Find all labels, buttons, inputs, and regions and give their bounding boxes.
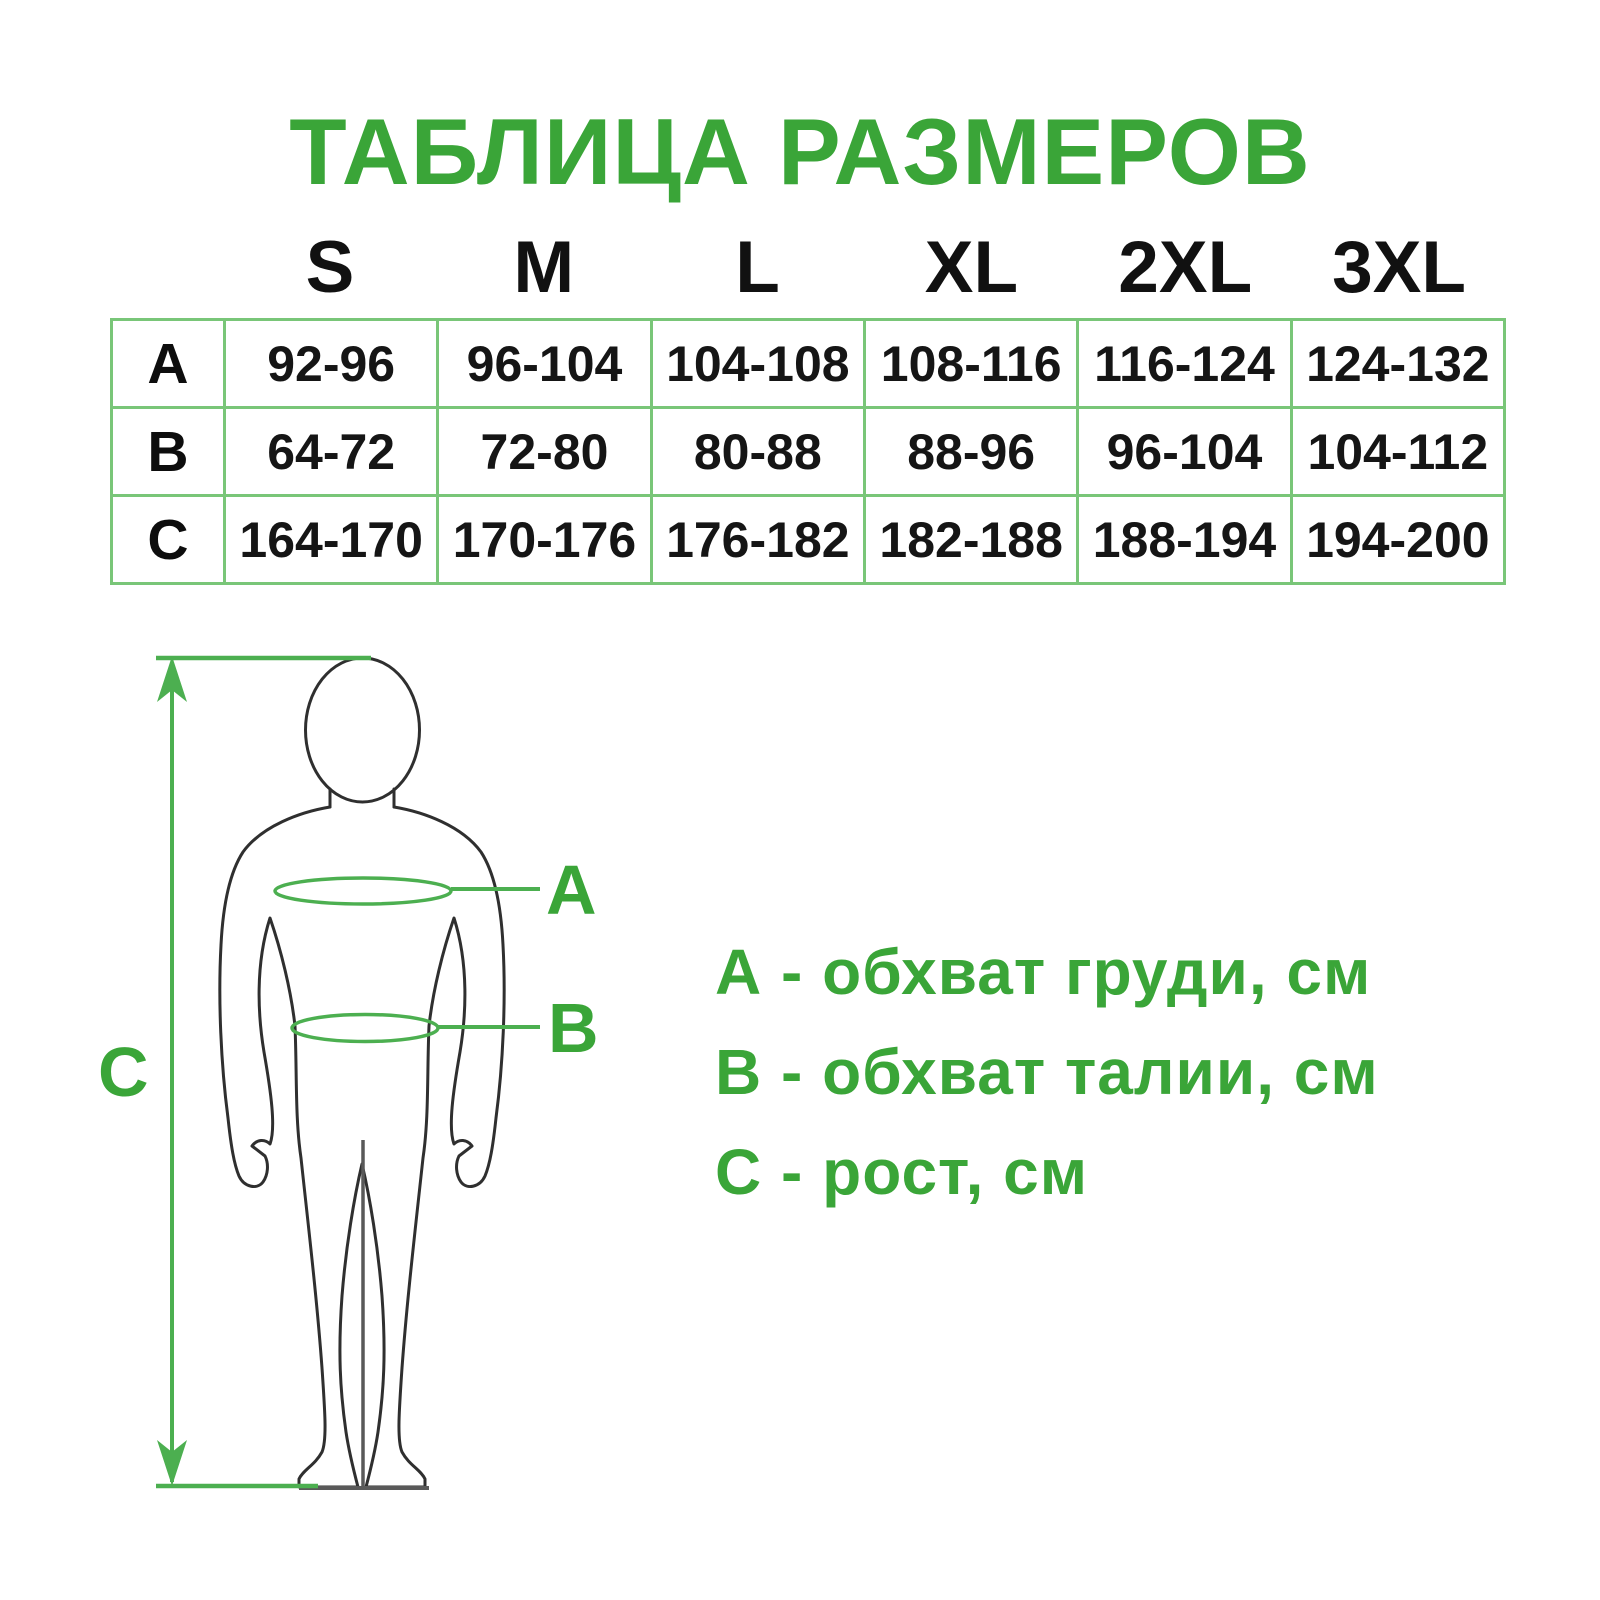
table-cell: 164-170 [225,496,438,584]
table-cell: 72-80 [438,408,651,496]
row-label-a: A [112,320,225,408]
waist-measure-ellipse [292,1015,438,1042]
legend-item-chest: А - обхват груди, см [715,936,1372,1008]
size-table [110,318,1506,585]
table-cell: 88-96 [864,408,1077,496]
table-cell: 104-112 [1291,408,1504,496]
page-title: ТАБЛИЦА РАЗМЕРОВ [289,99,1311,204]
size-header-m: M [513,226,575,308]
measurement-legend [715,922,1379,1222]
measurement-marks [156,658,540,1486]
height-label: C [98,1033,149,1111]
row-label-b: B [112,408,225,496]
head-outline [306,658,420,802]
body-measurement-diagram [80,610,680,1590]
legend-item-height: С - рост, см [715,1136,1089,1208]
table-cell: 96-104 [1078,408,1291,496]
chest-measure-ellipse [275,878,451,904]
table-row-chest [112,320,1505,408]
table-row-waist [112,408,1505,496]
table-cell: 182-188 [864,496,1077,584]
waist-label: B [548,989,599,1067]
table-cell: 188-194 [1078,496,1291,584]
table-cell: 116-124 [1078,320,1291,408]
table-cell: 96-104 [438,320,651,408]
chest-label: A [546,851,597,929]
table-cell: 108-116 [864,320,1077,408]
size-header-row [110,220,1506,314]
row-label-c: C [112,496,225,584]
table-cell: 170-176 [438,496,651,584]
size-header-2xl: 2XL [1118,226,1253,308]
size-header-xl: XL [924,226,1019,308]
table-cell: 124-132 [1291,320,1504,408]
table-cell: 80-88 [651,408,864,496]
table-cell: 176-182 [651,496,864,584]
table-row-height [112,496,1505,584]
size-header-3xl: 3XL [1332,226,1467,308]
legend-item-waist: В - обхват талии, см [715,1036,1379,1108]
table-cell: 104-108 [651,320,864,408]
size-header-l: L [735,226,780,308]
table-cell: 64-72 [225,408,438,496]
table-cell: 92-96 [225,320,438,408]
table-cell: 194-200 [1291,496,1504,584]
size-header-s: S [305,226,355,308]
